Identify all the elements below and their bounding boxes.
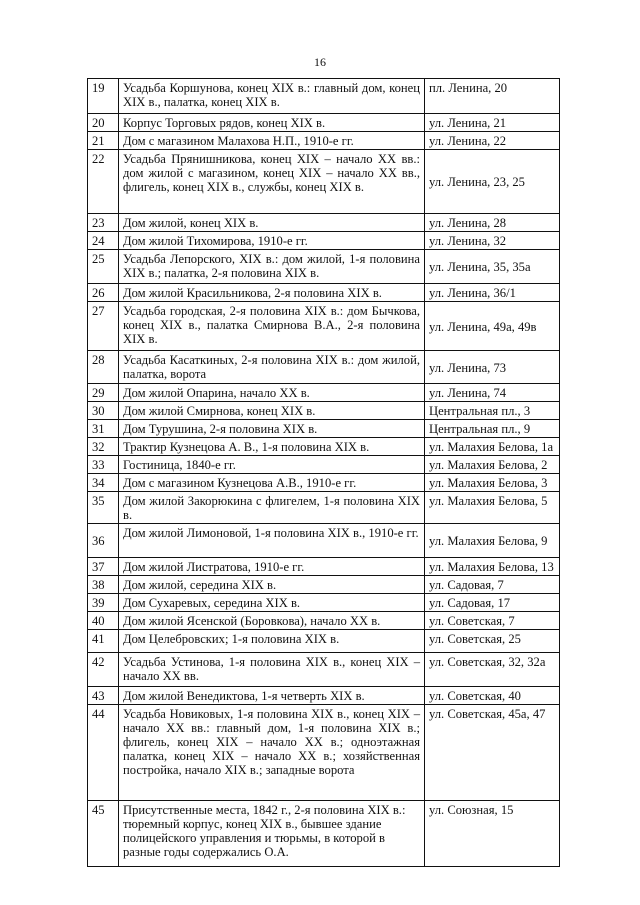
table-row	[88, 302, 560, 351]
row-number: 41	[88, 630, 119, 653]
object-address: ул. Ленина, 36/1	[425, 284, 560, 302]
table-row	[88, 456, 560, 474]
table-row	[88, 384, 560, 402]
table-row	[88, 653, 560, 687]
object-address: ул. Ленина, 21	[425, 114, 560, 132]
row-number: 19	[88, 79, 119, 114]
object-name: Трактир Кузнецова А. В., 1-я половина XIX в.	[119, 438, 425, 456]
table-row	[88, 492, 560, 524]
object-address: ул. Ленина, 32	[425, 232, 560, 250]
table-row	[88, 351, 560, 384]
object-address: ул. Ленина, 22	[425, 132, 560, 150]
table-row	[88, 687, 560, 705]
table-row	[88, 630, 560, 653]
object-address: ул. Советская, 7	[425, 612, 560, 630]
row-number: 45	[88, 801, 119, 867]
object-address: ул. Ленина, 28	[425, 214, 560, 232]
table-row	[88, 524, 560, 558]
object-name: Дом жилой Смирнова, конец XIX в.	[119, 402, 425, 420]
object-name: Дом жилой Закорюкина с флигелем, 1-я половина XIX в.	[119, 492, 425, 524]
row-number: 22	[88, 150, 119, 214]
object-name: Дом Сухаревых, середина XIX в.	[119, 594, 425, 612]
table-row	[88, 438, 560, 456]
object-address: ул. Советская, 25	[425, 630, 560, 653]
object-address: пл. Ленина, 20	[425, 79, 560, 114]
object-address: ул. Малахия Белова, 3	[425, 474, 560, 492]
object-address: ул. Малахия Белова, 9	[425, 524, 560, 558]
table-row	[88, 558, 560, 576]
table-row	[88, 801, 560, 867]
object-name: Дом жилой Лимоновой, 1-я половина XIX в., 1910-е гг.	[119, 524, 425, 558]
row-number: 27	[88, 302, 119, 351]
row-number: 23	[88, 214, 119, 232]
row-number: 43	[88, 687, 119, 705]
object-name: Усадьба Устинова, 1-я половина XIX в., конец XIX – начало XX вв.	[119, 653, 425, 687]
object-address: ул. Ленина, 49а, 49в	[425, 302, 560, 351]
object-name: Усадьба Касаткиных, 2-я половина XIX в.: дом жилой, палатка, ворота	[119, 351, 425, 384]
object-name: Усадьба Новиковых, 1-я половина XIX в., конец XIX – начало XX вв.: главный дом, 1-я половина XIX в.; флигель, конец XIX – начало XX в.; одноэтажная палатка, конец XIX – начало XX в.; хозяйственная постройка, начало XIX в.; западные ворота	[119, 705, 425, 801]
row-number: 36	[88, 524, 119, 558]
row-number: 31	[88, 420, 119, 438]
table-row	[88, 150, 560, 214]
object-address: ул. Малахия Белова, 1а	[425, 438, 560, 456]
object-name: Дом жилой Листратова, 1910-е гг.	[119, 558, 425, 576]
row-number: 42	[88, 653, 119, 687]
object-address: ул. Малахия Белова, 5	[425, 492, 560, 524]
object-name: Дом с магазином Малахова Н.П., 1910-е гг.	[119, 132, 425, 150]
row-number: 38	[88, 576, 119, 594]
table-row	[88, 576, 560, 594]
row-number: 26	[88, 284, 119, 302]
object-name: Усадьба Прянишникова, конец XIX – начало XX вв.: дом жилой с магазином, конец XIX – начало XX вв., флигель, конец XIX в., службы, конец XIX в.	[119, 150, 425, 214]
row-number: 40	[88, 612, 119, 630]
object-name: Усадьба Лепорского, XIX в.: дом жилой, 1-я половина XIX в.; палатка, 2-я половина XIX в.	[119, 250, 425, 284]
object-name: Дом жилой Венедиктова, 1-я четверть XIX в.	[119, 687, 425, 705]
object-address: Центральная пл., 3	[425, 402, 560, 420]
table-row	[88, 420, 560, 438]
row-number: 33	[88, 456, 119, 474]
row-number: 29	[88, 384, 119, 402]
object-address: ул. Ленина, 23, 25	[425, 150, 560, 214]
table-row	[88, 612, 560, 630]
object-name: Дом жилой Тихомирова, 1910-е гг.	[119, 232, 425, 250]
table-row	[88, 114, 560, 132]
row-number: 28	[88, 351, 119, 384]
object-address: ул. Садовая, 7	[425, 576, 560, 594]
table-row	[88, 402, 560, 420]
object-address: ул. Садовая, 17	[425, 594, 560, 612]
table-row	[88, 250, 560, 284]
page-number: 16	[314, 55, 326, 69]
row-number: 32	[88, 438, 119, 456]
row-number: 30	[88, 402, 119, 420]
table-row	[88, 232, 560, 250]
object-name: Корпус Торговых рядов, конец XIX в.	[119, 114, 425, 132]
row-number: 24	[88, 232, 119, 250]
object-address: ул. Малахия Белова, 2	[425, 456, 560, 474]
table-row	[88, 705, 560, 801]
object-address: ул. Ленина, 73	[425, 351, 560, 384]
object-name: Дом Турушина, 2-я половина XIX в.	[119, 420, 425, 438]
table-row	[88, 214, 560, 232]
object-name: Присутственные места, 1842 г., 2-я половина XIX в.: тюремный корпус, конец XIX в., бывшее здание полицейского управления и тюрьмы, в которой в разные годы содержались О.А.	[119, 801, 425, 867]
object-name: Дом жилой, конец XIX в.	[119, 214, 425, 232]
object-address: ул. Союзная, 15	[425, 801, 560, 867]
object-name: Усадьба городская, 2-я половина XIX в.: дом Бычкова, конец XIX в., палатка Смирнова В.А., 2-я половина XIX в.	[119, 302, 425, 351]
row-number: 39	[88, 594, 119, 612]
object-address: ул. Малахия Белова, 13	[425, 558, 560, 576]
row-number: 35	[88, 492, 119, 524]
table-row	[88, 132, 560, 150]
row-number: 21	[88, 132, 119, 150]
object-name: Дом жилой Опарина, начало XX в.	[119, 384, 425, 402]
object-name: Дом с магазином Кузнецова А.В., 1910-е гг.	[119, 474, 425, 492]
object-address: ул. Советская, 32, 32а	[425, 653, 560, 687]
row-number: 34	[88, 474, 119, 492]
object-address: ул. Советская, 45а, 47	[425, 705, 560, 801]
object-address: ул. Советская, 40	[425, 687, 560, 705]
table-row	[88, 79, 560, 114]
row-number: 44	[88, 705, 119, 801]
object-name: Усадьба Коршунова, конец XIX в.: главный дом, конец XIX в., палатка, конец XIX в.	[119, 79, 425, 114]
object-name: Дом жилой, середина XIX в.	[119, 576, 425, 594]
object-address: ул. Ленина, 74	[425, 384, 560, 402]
object-name: Дом Целебровских; 1-я половина XIX в.	[119, 630, 425, 653]
object-name: Гостиница, 1840-е гг.	[119, 456, 425, 474]
object-address: ул. Ленина, 35, 35а	[425, 250, 560, 284]
row-number: 25	[88, 250, 119, 284]
object-address: Центральная пл., 9	[425, 420, 560, 438]
table-row	[88, 594, 560, 612]
heritage-registry-table	[87, 78, 560, 867]
object-name: Дом жилой Ясенской (Боровкова), начало XX в.	[119, 612, 425, 630]
table-row	[88, 284, 560, 302]
row-number: 20	[88, 114, 119, 132]
table-row	[88, 474, 560, 492]
object-name: Дом жилой Красильникова, 2-я половина XIX в.	[119, 284, 425, 302]
row-number: 37	[88, 558, 119, 576]
